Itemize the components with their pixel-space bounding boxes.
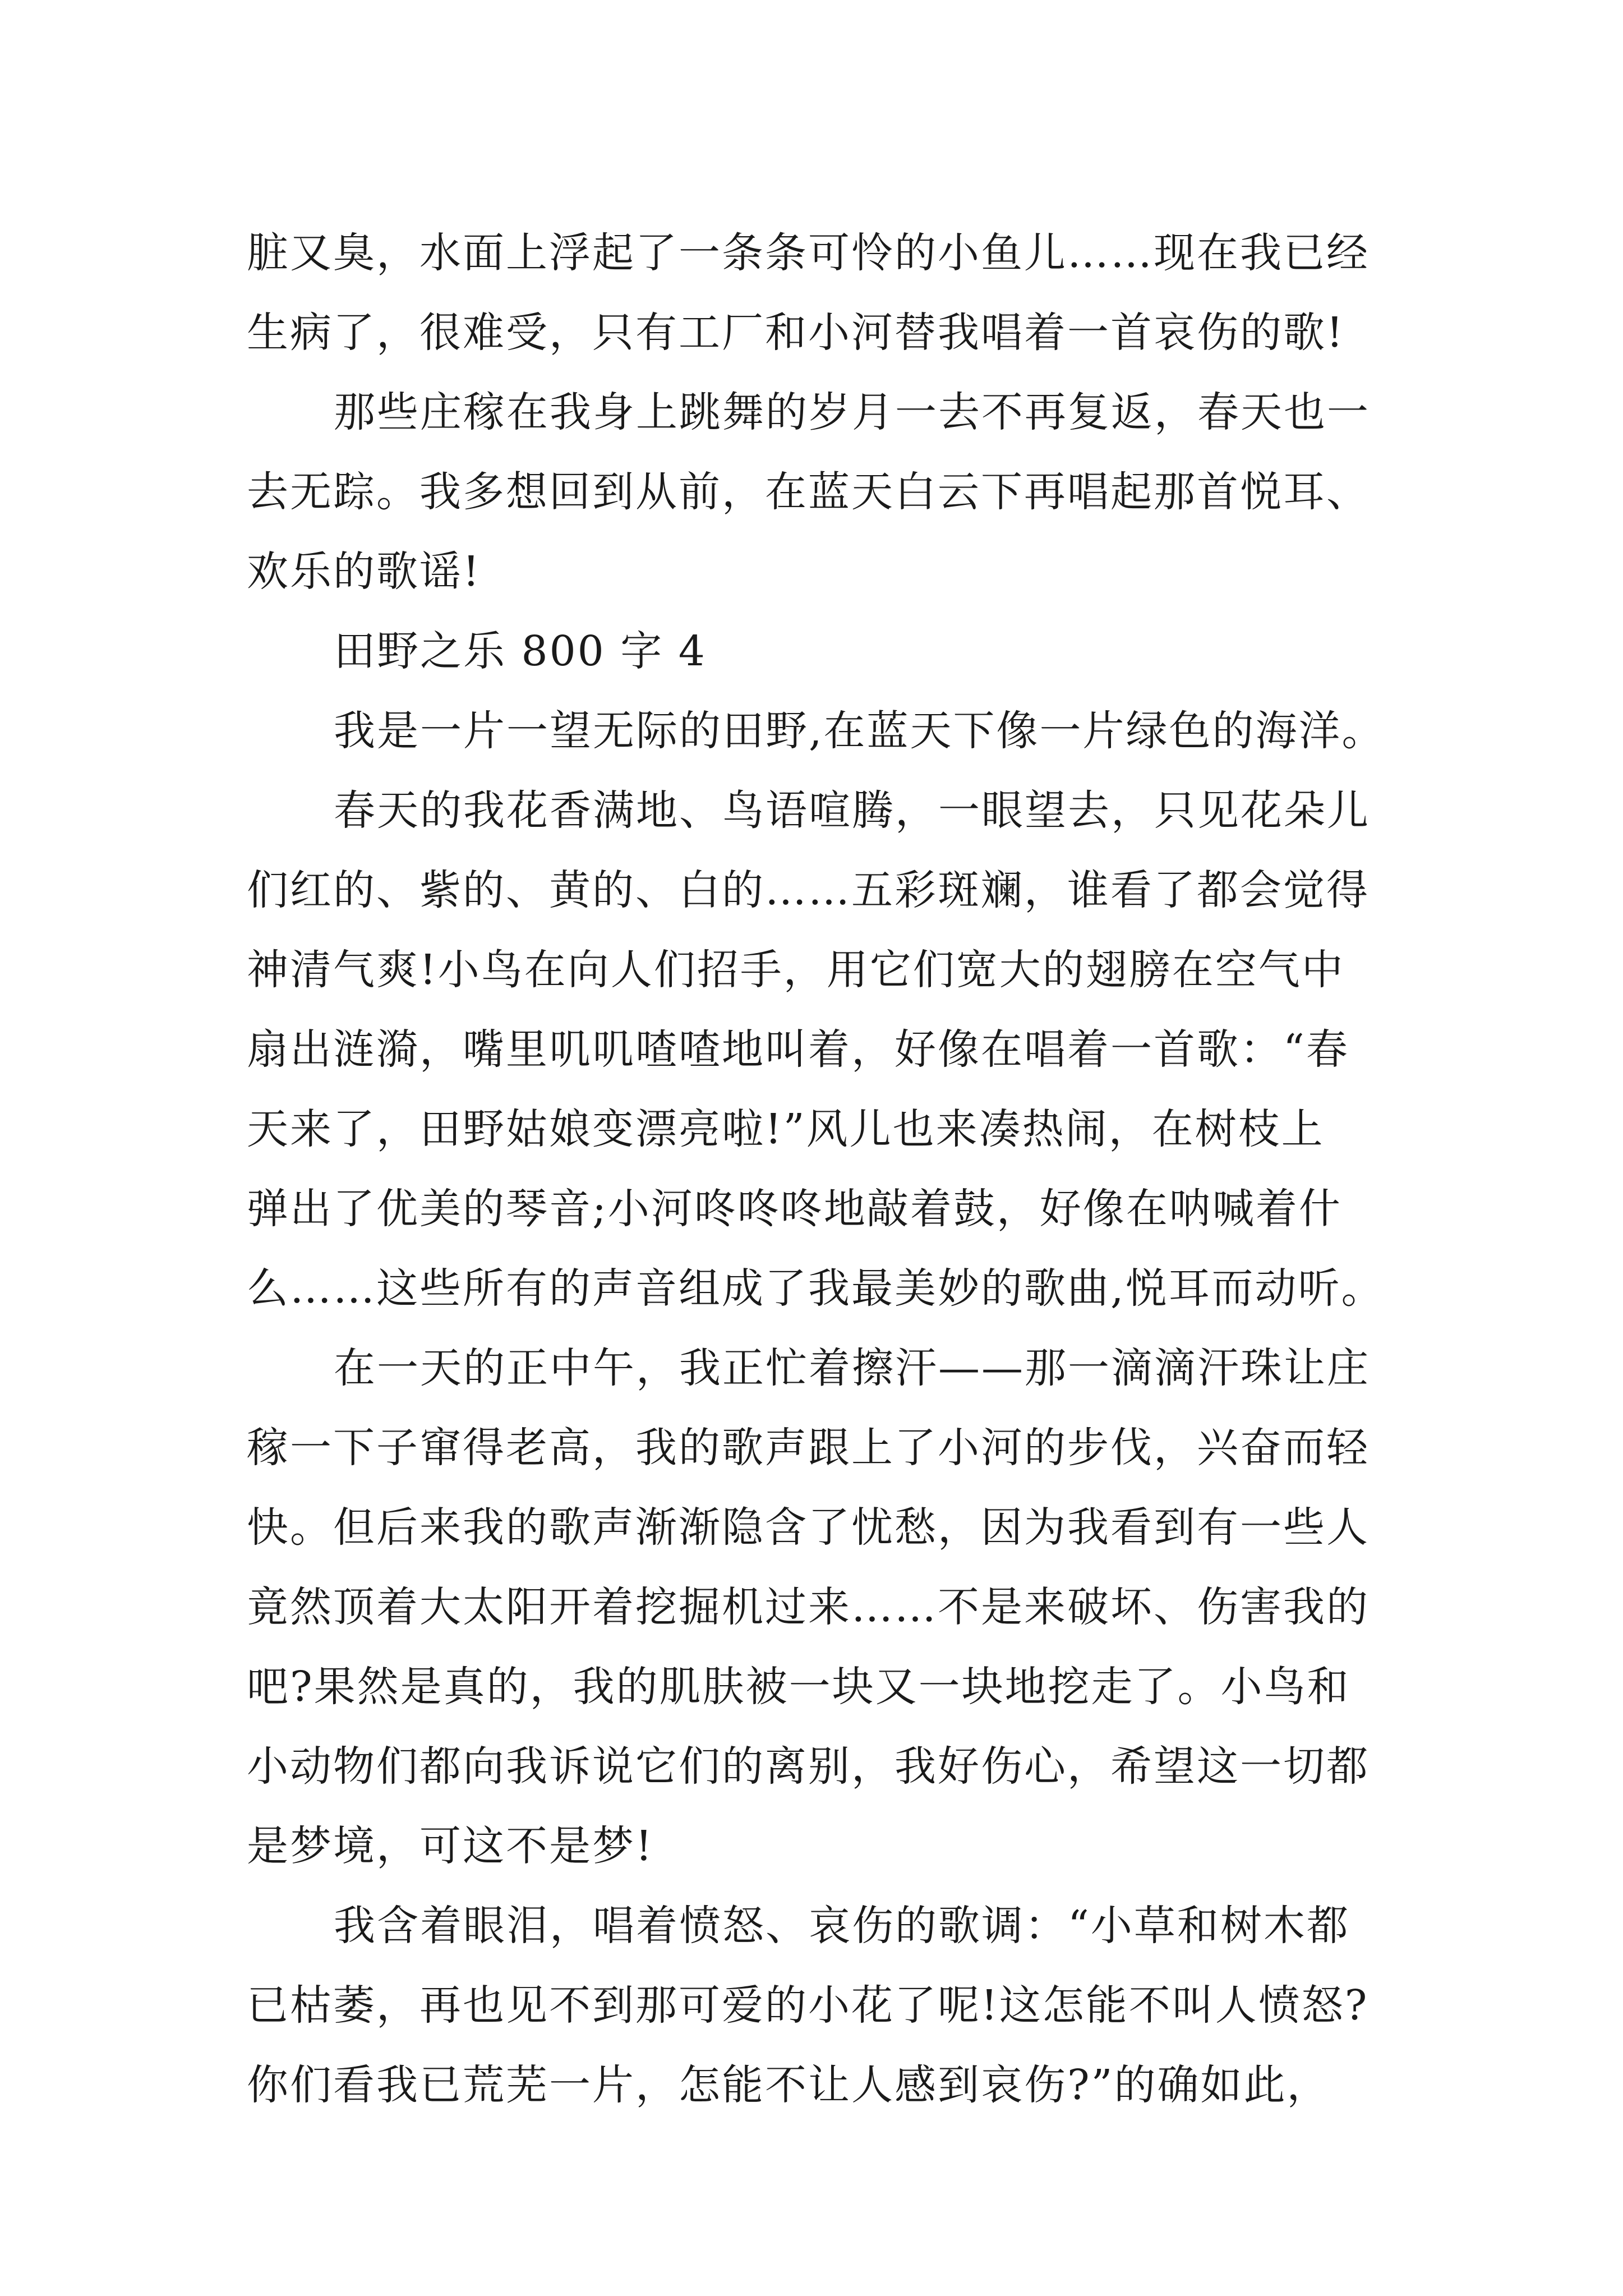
text-line: 稼一下子窜得老高，我的歌声跟上了小河的步伐，兴奋而轻 [247,1424,1370,1472]
text-line: 吧?果然是真的，我的肌肤被一块又一块地挖走了。小鸟和 [247,1663,1350,1711]
text-line: 已枯萎，再也见不到那可爱的小花了呢!这怎能不叫人愤怒? [247,1981,1369,2030]
text-line: 们红的、紫的、黄的、白的……五彩斑斓，谁看了都会觉得 [247,866,1370,914]
text-line: 我是一片一望无际的田野,在蓝天下像一片绿色的海洋。 [334,707,1385,755]
text-line: 在一天的正中午，我正忙着擦汗——那一滴滴汗珠让庄 [334,1344,1370,1392]
text-line: 那些庄稼在我身上跳舞的岁月一去不再复返，春天也一 [334,388,1370,436]
text-line: 快。但后来我的歌声渐渐隐含了忧愁，因为我看到有一些人 [247,1503,1370,1552]
text-line: 你们看我已荒芜一片，怎能不让人感到哀伤?”的确如此， [247,2061,1330,2109]
text-line: 脏又臭，水面上浮起了一条条可怜的小鱼儿……现在我已经 [247,229,1370,277]
text-line: 天来了，田野姑娘变漂亮啦!”风儿也来凑热闹，在树枝上 [247,1105,1325,1153]
text-line: 么……这些所有的声音组成了我最美妙的歌曲,悦耳而动听。 [247,1264,1385,1313]
text-line: 春天的我花香满地、鸟语喧腾，一眼望去，只见花朵儿 [334,786,1370,835]
text-line: 扇出涟漪，嘴里叽叽喳喳地叫着，好像在唱着一首歌：“春 [247,1025,1349,1074]
text-line: 是梦境，可这不是梦! [247,1822,654,1870]
text-line: 弹出了优美的琴音;小河咚咚咚地敲着鼓，好像在呐喊着什 [247,1185,1342,1233]
text-line: 去无踪。我多想回到从前，在蓝天白云下再唱起那首悦耳、 [247,468,1370,516]
document-body [247,213,1402,2125]
text-line: 生病了，很难受，只有工厂和小河替我唱着一首哀伤的歌! [247,309,1345,357]
text-line: 神清气爽!小鸟在向人们招手，用它们宽大的翅膀在空气中 [247,946,1345,994]
text-line: 欢乐的歌谣! [247,547,481,596]
text-line: 竟然顶着大太阳开着挖掘机过来……不是来破坏、伤害我的 [247,1583,1370,1631]
text-line: 我含着眼泪，唱着愤怒、哀伤的歌调：“小草和树木都 [334,1902,1350,1950]
text-line: 田野之乐 800 字 4 [334,627,707,675]
text-line: 小动物们都向我诉说它们的离别，我好伤心，希望这一切都 [247,1742,1370,1791]
